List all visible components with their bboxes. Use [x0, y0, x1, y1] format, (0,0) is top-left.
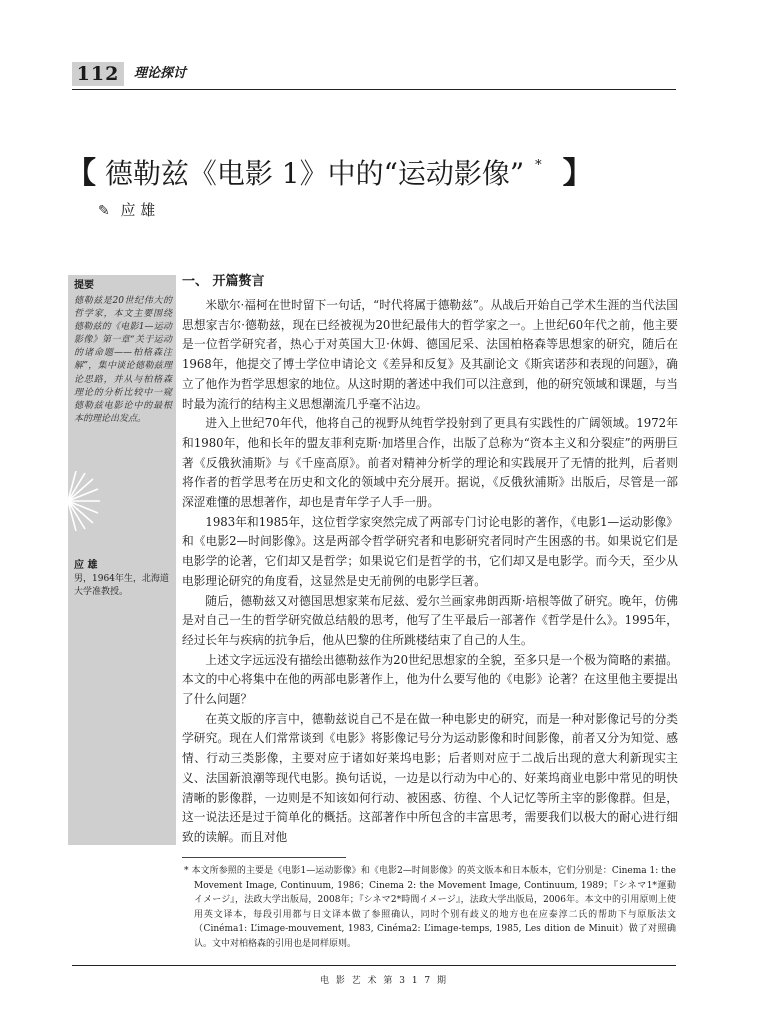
sidebar [68, 275, 176, 845]
title-close-bracket: 】 [562, 156, 593, 191]
page-number: 112 [72, 62, 124, 86]
body-paragraph: 1983年和1985年，这位哲学家突然完成了两部专门讨论电影的著作，《电影1—运动影像》和《电影2—时间影像》。这是两部令哲学研究者和电影研究者同时产生困惑的书。如果说它们是电影学的论著，它们却又是哲学；如果说它们是哲学的书，它们却又是电影学。而今天，至少从电影理论研究的角度看，这显然是史无前例的电影学巨著。 [182, 514, 678, 588]
title-open-bracket: 【 [66, 156, 96, 191]
article-body [182, 272, 678, 848]
fan-ornament-icon [66, 471, 102, 531]
body-paragraph: 随后，德勒兹又对德国思想家莱布尼兹、爱尔兰画家弗朗西斯·培根等做了研究。晚年，仿佛是对自己一生的哲学研究做总结般的思考，他写了生平最后一部著作《哲学是什么》。1995年，经过长年与疾病的抗争后，他从巴黎的住所跳楼结束了自己的人生。 [182, 593, 678, 647]
sidebar-author-name: 应 雄 [74, 560, 98, 571]
author-name: 应 雄 [120, 201, 156, 219]
header-rule [72, 89, 676, 90]
body-paragraph: 上述文字远远没有描绘出德勒兹作为20世纪思想家的全貌，至多只是一个极为简略的素描。本文的中心将集中在他的两部电影著作上，他为什么要写他的《电影》论著？在这里他主要提出了什么问题？ [182, 652, 678, 707]
footer-rule [72, 965, 676, 966]
footnote: * 本文所参照的主要是《电影1—运动影像》和《电影2—时间影像》的英文版本和日本版本，它们分别是：Cinema 1: the Movement Image, Continuum, 1986；Cinema 2: the Movement Image, Continuum, 1989；『シネマ1*運動イメージ』，法政大学出版局，2008年；『シネマ2*時間イメージ』，法政大学出版局，2006年。本文中的引用原则上使用英文译本，每段引用都与日文译本做了参照确认，同时个别有歧义的地方也在应泰淳二氏的帮助下与原版法文（Cinéma1: L’image-mouvement, 1983, Cinéma2: L’image-temps, 1985, Les dition de Minuit）做了对照确认。文中对柏格森的引用也是同样原则。 [184, 866, 676, 949]
pen-icon: ✎ [98, 203, 110, 219]
sidebar-author-bio: 男，1964年生，北海道大学准教授。 [74, 574, 169, 597]
article-title [66, 144, 686, 191]
section-heading: 一、 开篇赘言 [182, 274, 265, 289]
abstract-label: 提要 [74, 280, 94, 291]
body-paragraph: 进入上世纪70年代，他将自己的视野从纯哲学投射到了更具有实践性的广阔领域。1972年和1980年，他和长年的盟友菲利克斯·加塔里合作，出版了总称为“资本主义和分裂症”的两册巨著《反俄狄浦斯》与《千座高原》。前者对精神分析学的理论和实践展开了无情的批判，后者则将作者的哲学思考在历史和文化的领域中充分展开。据说，《反俄狄浦斯》出版后，尽管是一部深涩难懂的思想著作，却也是青年学子人手一册。 [182, 416, 678, 510]
body-paragraph: 米歇尔·福柯在世时留下一句话，“时代将属于德勒兹”。从战后开始自己学术生涯的当代法国思想家吉尔·德勒兹，现在已经被视为20世纪最伟大的哲学家之一。上世纪60年代之前，他主要是一位哲学研究者，热心于对英国大卫·休姆、德国尼采、法国柏格森等思想家的研究，随后在1968年，他提交了博士学位申请论文《差异和反复》及其副论文《斯宾诺莎和表现的问题》，确立了他作为哲学思想家的地位。从这时期的著述中我们可以注意到，他的研究领域和课题，与当时最为流行的结构主义思想潮流几乎毫不沾边。 [182, 298, 678, 411]
abstract-text: 德勒兹是20世纪伟大的哲学家，本文主要围绕德勒兹的《电影1—运动影像》第一章“关于运动的诸命题——柏格森注解”，集中谈论德勒兹理论思路，并从与柏格森理论的分析比较中一窥德勒兹电影论中的最根本的理论出发点。 [74, 296, 172, 424]
footnote-rule [182, 857, 346, 858]
running-header [72, 60, 676, 92]
title-footnote-mark: * [535, 158, 542, 173]
section-name: 理论探讨 [134, 66, 187, 81]
journal-footer: 电 影 艺 术 第 3 1 7 期 [319, 976, 449, 986]
author-line [98, 200, 155, 221]
title-text: 德勒兹《电影 1》中的“运动影像” [104, 157, 525, 190]
body-paragraph: 在英文版的序言中，德勒兹说自己不是在做一种电影史的研究，而是一种对影像记号的分类学研究。现在人们常常谈到《电影》将影像记号分为运动影像和时间影像，前者又分为知觉、感情、行动三类影像，主要对应于诸如好莱坞电影；后者则对应于二战后出现的意大利新现实主义、法国新浪潮等现代电影。换句话说，一边是以行动为中心的、好莱坞商业电影中常见的明快清晰的影像群，一边则是不知该如何行动、被困惑、彷徨、个人记忆等所主宰的影像群。但是，这一说法还是过于简单化的概括。这部著作中所包含的丰富思考，需要我们以极大的耐心进行细致的读解。而且对他 [182, 711, 678, 844]
